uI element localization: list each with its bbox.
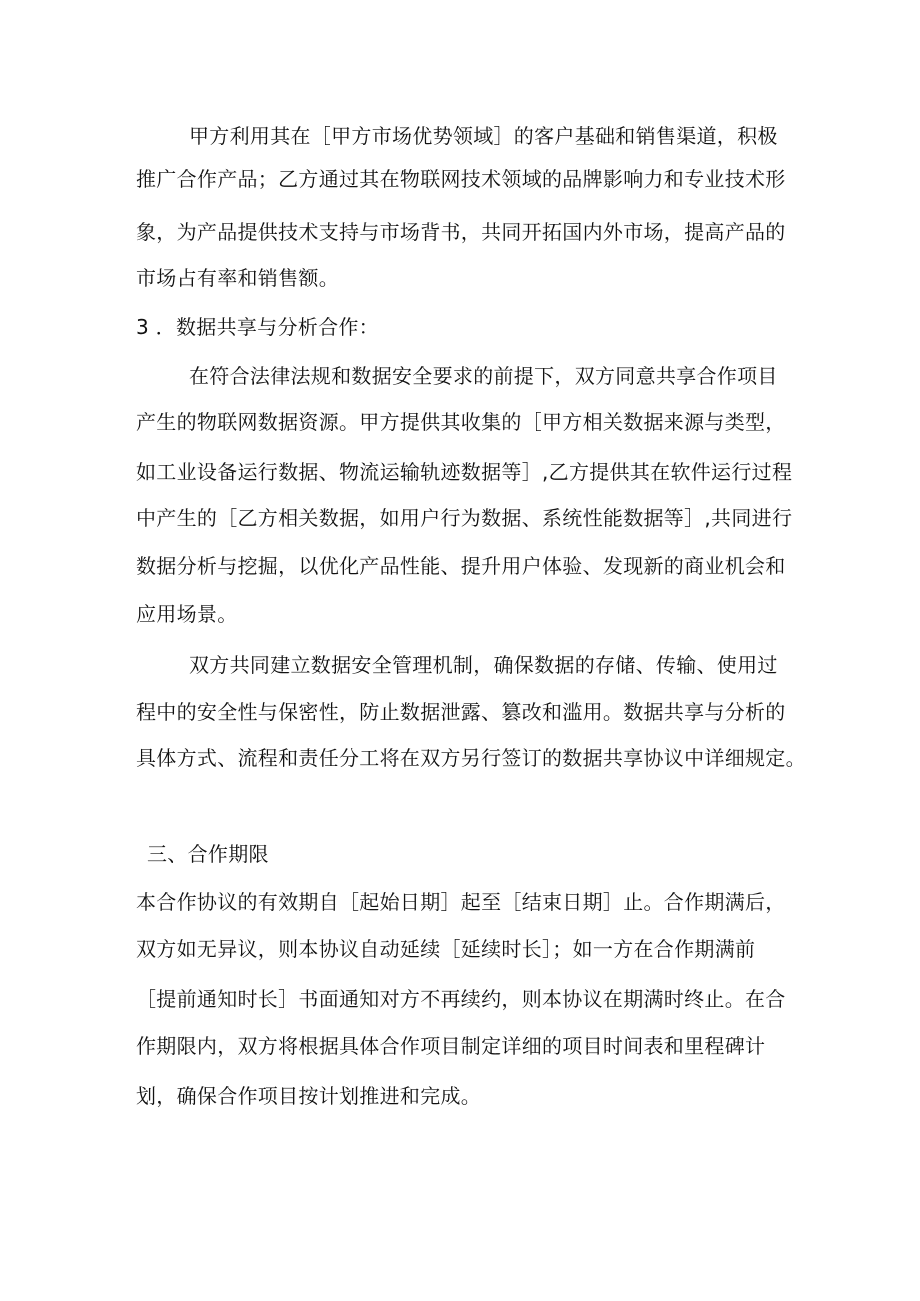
paragraph-2-line-3: 如工业设备运行数据、物流运输轨迹数据等］,乙方提供其在软件运行过程 bbox=[136, 460, 793, 484]
subsection-3-heading: 3 ．数据共享与分析合作： bbox=[136, 315, 379, 339]
paragraph-4-line-4: 作期限内，双方将根据具体合作项目制定详细的项目时间表和里程碑计 bbox=[136, 1034, 766, 1058]
paragraph-2-line-1: 在符合法律法规和数据安全要求的前提下，双方同意共享合作项目 bbox=[189, 364, 778, 388]
paragraph-4-line-2: 双方如无异议，则本协议自动延续［延续时长］；如一方在合作期满前 bbox=[136, 937, 756, 961]
section-3-heading: 三、合作期限 bbox=[147, 842, 269, 866]
paragraph-4-line-5: 划，确保合作项目按计划推进和完成。 bbox=[136, 1084, 482, 1108]
paragraph-1-line-2: 推广合作产品；乙方通过其在物联网技术领域的品牌影响力和专业技术形 bbox=[136, 167, 786, 191]
paragraph-2-line-5: 数据分析与挖掘，以优化产品性能、提升用户体验、发现新的商业机会和 bbox=[136, 554, 786, 578]
paragraph-2-line-4: 中产生的［乙方相关数据，如用户行为数据、系统性能数据等］,共同进行 bbox=[136, 506, 793, 530]
paragraph-4-line-1: 本合作协议的有效期自［起始日期］起至［结束日期］止。合作期满后， bbox=[136, 890, 786, 914]
paragraph-3-line-3: 具体方式、流程和责任分工将在双方另行签订的数据共享协议中详细规定。 bbox=[136, 746, 806, 770]
paragraph-3-line-1: 双方共同建立数据安全管理机制，确保数据的存储、传输、使用过 bbox=[189, 653, 778, 677]
paragraph-4-line-3: ［提前通知时长］书面通知对方不再续约，则本协议在期满时终止。在合 bbox=[136, 987, 786, 1011]
paragraph-1-line-1: 甲方利用其在［甲方市场优势领域］的客户基础和销售渠道，积极 bbox=[189, 124, 778, 148]
paragraph-2-line-2: 产生的物联网数据资源。甲方提供其收集的［甲方相关数据来源与类型， bbox=[136, 410, 786, 434]
paragraph-2-line-6: 应用场景。 bbox=[136, 602, 238, 626]
paragraph-1-line-3: 象，为产品提供技术支持与市场背书，共同开拓国内外市场，提高产品的 bbox=[136, 220, 786, 244]
paragraph-1-line-4: 市场占有率和销售额。 bbox=[136, 266, 339, 290]
paragraph-3-line-2: 程中的安全性与保密性，防止数据泄露、篡改和滥用。数据共享与分析的 bbox=[136, 700, 786, 724]
